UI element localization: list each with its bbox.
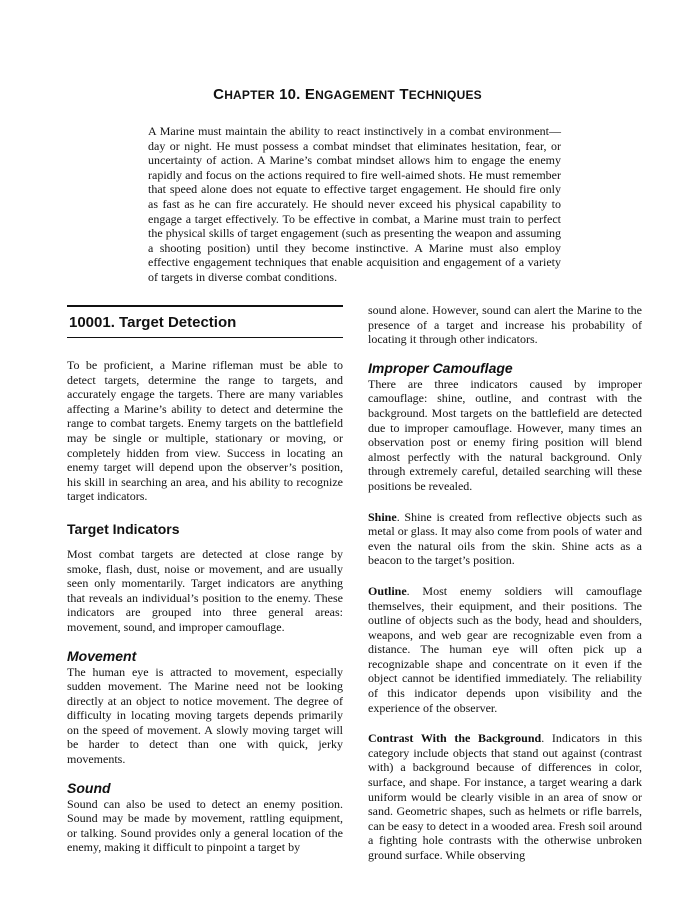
shine-label: Shine [368, 509, 397, 524]
sound-paragraph: Sound can also be used to detect an enemy position. Sound may be made by movement, rattling equipment, or talking. Sound provides only a general location of the enemy, making it difficult to pinpoint a target by [67, 796, 343, 855]
right-column [368, 303, 642, 863]
contrast-text: . Indicators in this category include objects that stand out against (contrast with) a background because of differences in color, surface, and shape. For instance, a target wearing a dark uniform would be clearly visible in an area of snow or sand. Geometric shapes, such as helmets or rifle barrels, can be easy to detect in a wooded area. Fresh soil around a fighting hole contrasts with the otherwise unbroken ground surface. While observing [368, 731, 642, 862]
chapter-title-cap-e: E [304, 86, 316, 103]
section-rule-top [67, 305, 343, 307]
chapter-title-part-3: ECHNIQUES [408, 88, 482, 102]
improper-camouflage-paragraph: There are three indicators caused by improper camouflage: shine, outline, and contrast with the background. Most targets on the battlefield are detected due to improper camouflage. However, many times an observation post or enemy firing position will blend almost perfectly with the natural background. Only through extremely careful, detailed searching will these positions be revealed. [368, 376, 642, 493]
chapter-title-cap-c: C [213, 86, 225, 103]
chapter-title [0, 86, 695, 103]
contrast-paragraph [368, 731, 642, 862]
chapter-title-number: 10. [274, 86, 305, 103]
movement-heading: Movement [67, 647, 137, 664]
improper-camouflage-heading: Improper Camouflage [368, 359, 513, 376]
sound-heading: Sound [67, 779, 111, 796]
chapter-title-part-1: HAPTER [224, 88, 275, 102]
chapter-title-part-2: NGAGEMENT [315, 88, 395, 102]
target-detection-paragraph: To be proficient, a Marine rifleman must be able to detect targets, determine the range to targets, and accurately engage the targets. There are many variables affecting a Marine’s ability to detect and determine the range to combat targets. Enemy targets on the battlefield may be single or multiple, stationary or moving, or completely hidden from view. Success in locating an enemy target will depend upon the observer’s position, his skill in searching an area, and his ability to recognize target indicators. [67, 358, 343, 504]
shine-paragraph [368, 510, 642, 568]
target-indicators-paragraph: Most combat targets are detected at close range by smoke, flash, dust, noise or movement, and are usually seen only momentarily. Target indicators are anything that reveals an individual’s position to the enemy. These indicators are grouped into three general areas: movement, sound, and improper camouflage. [67, 546, 343, 634]
section-title: 10001. Target Detection [69, 314, 237, 331]
movement-paragraph: The human eye is attracted to movement, especially sudden movement. The Marine need not be looking directly at an object to notice movement. The degree of difficulty in locating moving targets depends primarily on the speed of movement. A slowly moving target will be harder to detect than one with quick, jerky movements. [67, 664, 343, 767]
sound-continued-paragraph: sound alone. However, sound can alert the Marine to the presence of a target and increase his probability of locating it through other indicators. [368, 303, 642, 347]
target-indicators-heading: Target Indicators [67, 520, 180, 537]
outline-text: . Most enemy soldiers will camouflage themselves, their equipment, and their positions. The outline of objects such as the body, head and shoulders, weapons, and web gear are recognizable even from a distance. The human eye will often pick up a recognizable shape and concentrate on it even if the object cannot be identified immediately. The reliability of this indicator depends upon visibility and the experience of the observer. [368, 583, 642, 715]
shine-text: . Shine is created from reflective objects such as metal or glass. It may also come from pools of water and even the natural oils from the skin. Shine acts as a beacon to the target’s position. [368, 509, 642, 568]
contrast-label: Contrast With the Background [368, 731, 542, 746]
outline-label: Outline [368, 583, 407, 598]
outline-paragraph [368, 584, 642, 715]
chapter-intro-paragraph: A Marine must maintain the ability to react instinctively in a combat environment—day or night. He must possess a combat mindset that eliminates hesitation, fear, or uncertainty of action. A Marine’s combat mindset allows him to engage the enemy rapidly and focus on the actions required to fire well-aimed shots. He must remember that speed alone does not equate to effective target engagement. He should fire only as fast as he can fire accurately. He should never exceed his physical capability to engage a target effectively. To be effective in combat, a Marine must train to perfect the physical skills of target engagement (such as presenting the weapon and assuming a shooting position) until they become instinctive. A Marine must also employ effective engagement techniques that enable acquisition and engagement of a variety of targets in diverse combat conditions. [148, 124, 561, 284]
left-column [67, 305, 343, 855]
chapter-title-cap-t: T [399, 86, 409, 103]
